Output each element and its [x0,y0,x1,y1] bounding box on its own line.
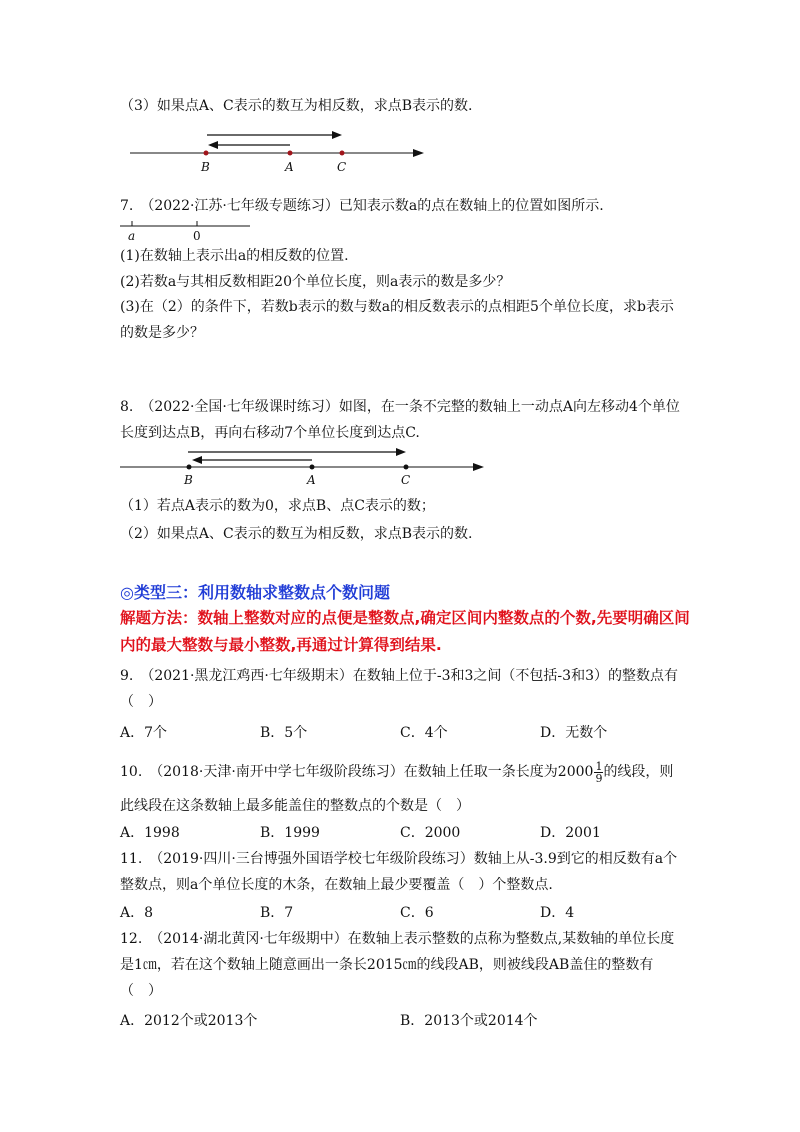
mixed-number-whole: 2000 [557,764,594,780]
q8-part2: （2）如果点A、C表示的数互为相反数，求点B表示的数. [120,526,473,542]
q9-stem: 9. （2021·黑龙江鸡西·七年级期末）在数轴上位于-3和3之间（不包括-3和3）的整数点有（ ） [120,668,678,710]
option-b[interactable]: B．1999 [260,825,320,841]
method-note: 解题方法：数轴上整数对应的点便是整数点,确定区间内整数点的个数,先要明确区间内的最大整数与最小整数,再通过计算得到结果. [120,609,690,654]
option-a[interactable]: A．2012个或2013个 [120,1013,258,1029]
option-c[interactable]: C．2000 [400,825,461,841]
label-b: B [201,160,210,174]
q10-options [120,822,680,842]
q8-stem: 8. （2022·全国·七年级课时练习）如图，在一条不完整的数轴上一动点A向左移动4个单位长度到达点B，再向右移动7个单位长度到达点C. [120,399,680,441]
q12-stem: 12. （2014·湖北黄冈·七年级期中）在数轴上表示整数的点称为整数点,某数轴的单位长度是1㎝，若在这个数轴上随意画出一条长2015㎝的线段AB，则被线段AB盖住的整数有（ ） [120,931,675,999]
option-b[interactable]: B．2013个或2014个 [400,1013,538,1029]
option-a[interactable]: A．1998 [120,825,180,841]
option-a[interactable]: A．8 [120,905,154,921]
option-b[interactable]: B．5个 [260,725,308,741]
label-c: C [401,473,411,487]
q7-part3: (3)在（2）的条件下，若数b表示的数与数a的相反数表示的点相距5个单位长度，求b表示的数是多少？ [120,299,674,341]
option-c[interactable]: C．6 [400,905,434,921]
label-a: A [307,473,316,487]
q10-stem-line1 [120,758,673,786]
q9-options [120,722,680,742]
point-b [187,465,192,470]
q10-stem-line2: 此线段在这条数轴上最多能盖住的整数点的个数是（ ） [120,798,470,814]
option-d[interactable]: D．无数个 [540,725,608,741]
section-title: ◎类型三：利用数轴求整数点个数问题 [120,583,390,602]
option-d[interactable]: D．4 [540,905,575,921]
label-a: a [128,229,136,243]
label-zero: 0 [193,229,201,243]
number-line-figure-3 [0,0,800,500]
q7-part1: (1)在数轴上表示出a的相反数的位置. [120,248,349,264]
option-a[interactable]: A．7个 [120,725,168,741]
label-c: C [337,160,347,174]
q10-stem-a: 10. （2018·天津·南开中学七年级阶段练习）在数轴上任取一条长度为 [120,764,558,780]
label-b: B [184,473,193,487]
q8-part1: （1）若点A表示的数为0，求点B、点C表示的数； [120,498,435,514]
option-c[interactable]: C．4个 [400,725,448,741]
q7-stem: 7. （2022·江苏·七年级专题练习）已知表示数a的点在数轴上的位置如图所示. [120,198,604,214]
option-b[interactable]: B．7 [260,905,294,921]
q7-part2: (2)若数a与其相反数相距20个单位长度，则a表示的数是多少？ [120,274,511,290]
point-c [404,465,409,470]
q11-options [120,902,680,922]
q11-stem: 11. （2019·四川·三台博强外国语学校七年级阶段练习）数轴上从-3.9到它的相反数有a个整数点，则a个单位长度的木条，在数轴上最少要覆盖（ ）个整数点. [120,851,678,893]
fraction: $\frac{1}{9}$ [595,759,603,785]
q12-options [120,1010,680,1030]
q6-part3: （3）如果点A、C表示的数互为相反数，求点B表示的数. [120,98,473,114]
label-a: A [285,160,294,174]
point-a [310,465,315,470]
q10-stem-b: 的线段，则 [603,764,674,780]
option-d[interactable]: D．2001 [540,825,601,841]
